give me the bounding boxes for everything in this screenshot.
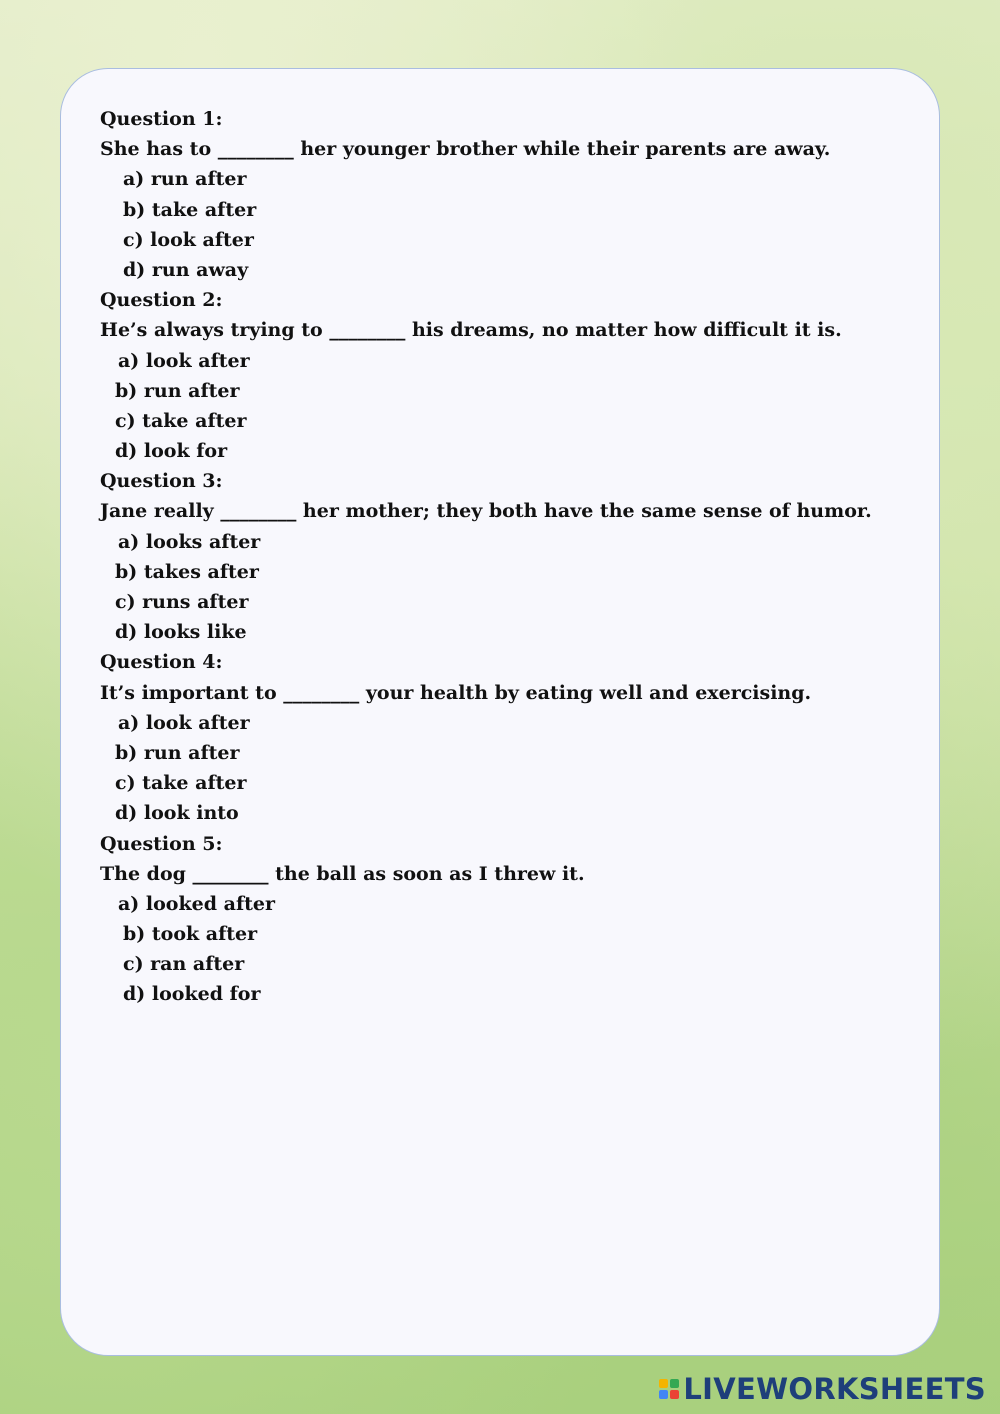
answer-option[interactable]: a) look after <box>118 711 250 734</box>
answer-option[interactable]: c) runs after <box>115 591 249 613</box>
brand-name: LIVEWORKSHEETS <box>683 1372 986 1406</box>
answer-option[interactable]: d) looked for <box>123 983 261 1006</box>
answer-option[interactable]: b) run after <box>115 379 240 402</box>
question-title: Question 1: <box>100 108 223 130</box>
question-text: Jane really ________ her mother; they both have the same sense of humor. <box>100 500 872 523</box>
answer-option[interactable]: c) ran after <box>123 953 245 976</box>
liveworksheets-logo <box>659 1374 986 1404</box>
question-text: He’s always trying to ________ his dreams, no matter how difficult it is. <box>100 319 842 342</box>
answer-option[interactable]: d) look for <box>115 440 228 463</box>
answer-option[interactable]: c) take after <box>115 772 247 795</box>
answer-option[interactable]: c) take after <box>115 409 247 432</box>
question-title: Question 4: <box>100 651 223 674</box>
answer-option[interactable]: a) look after <box>118 349 250 372</box>
question-text: It’s important to ________ your health by eating well and exercising. <box>100 681 812 704</box>
question-text: She has to ________ her younger brother while their parents are away. <box>100 138 831 161</box>
answer-option[interactable]: a) looks after <box>118 530 261 553</box>
answer-option[interactable]: c) look after <box>123 228 254 251</box>
answer-option[interactable]: d) run away <box>123 258 249 281</box>
question-title: Question 2: <box>100 289 223 312</box>
answer-option[interactable]: a) looked after <box>118 892 275 915</box>
answer-option[interactable]: a) run after <box>123 168 247 191</box>
answer-option[interactable]: b) took after <box>123 923 258 946</box>
answer-option[interactable]: b) takes after <box>115 560 259 583</box>
question-title: Question 5: <box>100 832 223 855</box>
answer-option[interactable]: d) looks like <box>115 621 247 644</box>
question-text: The dog ________ the ball as soon as I threw it. <box>100 862 585 885</box>
answer-option[interactable]: b) run after <box>115 741 240 764</box>
answer-option[interactable]: d) look into <box>115 802 239 825</box>
question-title: Question 3: <box>100 470 223 493</box>
worksheet-content <box>100 104 920 1010</box>
logo-icon <box>659 1379 679 1399</box>
answer-option[interactable]: b) take after <box>123 198 257 221</box>
